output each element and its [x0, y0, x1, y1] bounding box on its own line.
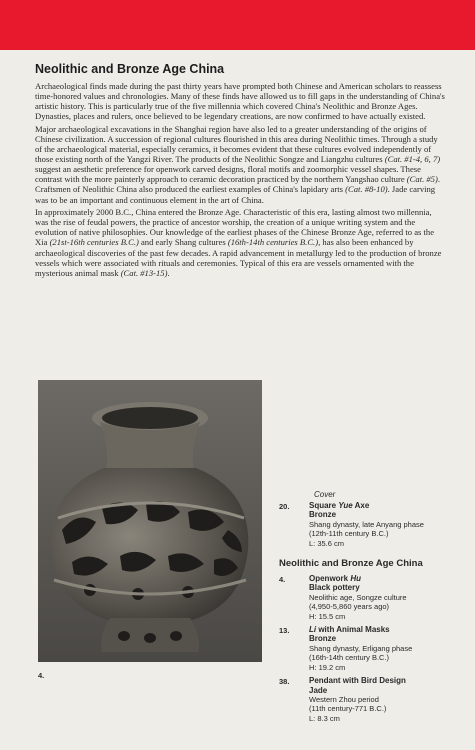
caption-cover — [279, 501, 469, 548]
caption-line: Shang dynasty, Erligang phase — [309, 643, 413, 653]
caption-line: H: 19.2 cm — [309, 662, 346, 672]
caption-number: 20. — [279, 502, 290, 511]
caption-title: Square Yue Axe — [309, 501, 370, 510]
vessel-illustration — [38, 380, 262, 662]
caption-item-4 — [279, 574, 469, 621]
caption-line: L: 35.6 cm — [309, 538, 345, 548]
caption-item-13 — [279, 625, 469, 672]
caption-line: Shang dynasty, late Anyang phase — [309, 519, 424, 529]
caption-material: Bronze — [309, 634, 337, 644]
caption-line: (4,950-5,860 years ago) — [309, 602, 390, 612]
caption-title: Pendant with Bird Design — [309, 676, 406, 686]
red-header-band — [0, 0, 475, 50]
caption-title: Li with Animal Masks — [309, 625, 390, 635]
caption-number: 13. — [279, 626, 290, 636]
caption-section-heading: Neolithic and Bronze Age China — [279, 558, 423, 570]
caption-line: (11th century-771 B.C.) — [309, 704, 387, 714]
caption-line: L: 8.3 cm — [309, 713, 340, 723]
caption-line: H: 15.5 cm — [309, 611, 346, 621]
caption-material: Black pottery — [309, 583, 360, 593]
page-heading: Neolithic and Bronze Age China — [35, 62, 225, 76]
paragraph-2: Major archaeological excavations in the Shanghai region have also led to a greater understanding of the origins of Chinese civilization. A succession of regional cultures flourished in this area during Neolithic times. Through a study of the archaeological material, especially ceramics, it becomes evident that these cultures evolved independently of those existing north of the Yangzi River. The products of the Neolithic Songze and Liangzhu cultures (Cat. #1-4, 6, 7) suggest an aesthetic preference for openwork carved designs, floral motifs and zoomorphic vessel shapes. These contrast with the more painterly approach to ceramic decoration practiced by the northern Yangshao culture (Cat. #5). Craftsmen of Neolithic China also produced the earliest examples of China's lapidary arts (Cat. #8-10). Jade carving was to be an important and continuous element in the art of China. — [35, 123, 441, 205]
paragraph-3: In approximately 2000 B.C., China entered the Bronze Age. Characteristic of this era, lasting almost two millennia, was the rise of feudal powers, the practice of ancestor worship, the creation of a unique writing system and the evolution of native philosophies. Our knowledge of the earliest phases of the Chinese Bronze Age, referred to as the Xia (21st-16th centuries B.C.) and early Shang cultures (16th-14th centuries B.C.), has also been enhanced by archaeological discoveries of the past few decades. A rapid advancement in metallurgy led to the production of bronze vessels which were associated with rituals and ceremonies. Typical of this era are vessels ornamented with the mysterious animal mask (Cat. #13-15). — [35, 207, 442, 278]
caption-line: Neolithic age, Songze culture — [309, 592, 407, 602]
main-text — [35, 62, 445, 280]
caption-title: Openwork Hu — [309, 574, 362, 584]
caption-line: Western Zhou period — [309, 694, 379, 704]
cover-label: Cover — [314, 490, 336, 499]
caption-number: 4. — [279, 575, 286, 585]
caption-material: Bronze — [309, 510, 337, 520]
caption-column — [279, 490, 469, 727]
openwork-hu-vessel-photo — [38, 380, 262, 662]
caption-material: Jade — [309, 685, 328, 695]
caption-line: (16th-14th century B.C.) — [309, 653, 390, 663]
caption-item-38 — [279, 676, 469, 723]
caption-line: (12th-11th century B.C.) — [309, 529, 389, 539]
caption-number: 38. — [279, 677, 290, 687]
photo-caption-number: 4. — [38, 671, 45, 680]
paragraph-1: Archaeological finds made during the past thirty years have prompted both Chinese and American scholars to reassess time-honored values and chronologies. Many of these finds have allowed us to fill gaps in the understanding of China's artistic history. This is particularly true of the five millennia which covered China's Neolithic and Bronze Ages. Dynasties, places and rulers, once believed to be legendary creations, are now confirmed to have actually existed. — [35, 81, 445, 122]
